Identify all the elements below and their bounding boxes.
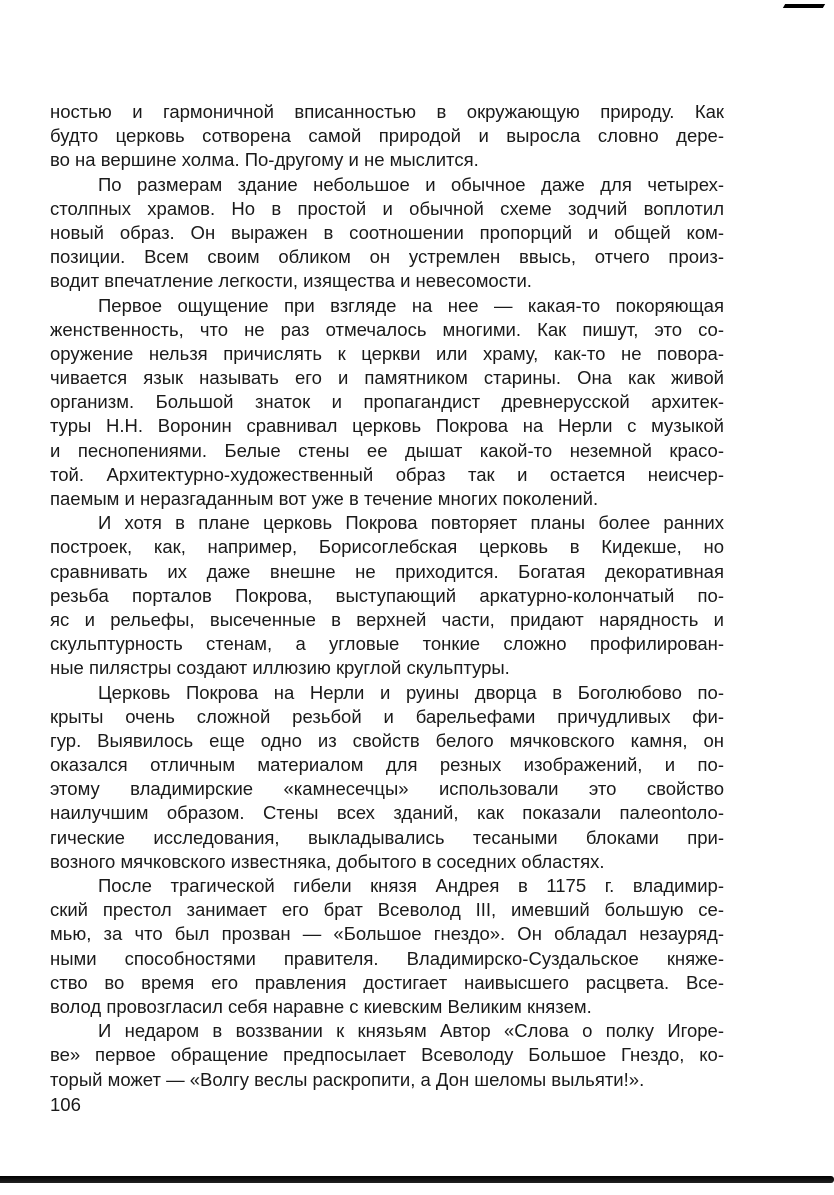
text-line: организм. Большой знаток и пропагандист древнерусской архитек- (50, 391, 724, 413)
text-line: Первое ощущение при взгляде на нее — какая-то покоряющая (98, 294, 724, 316)
text-line: туры Н.Н. Воронин сравнивал церковь Покрова на Нерли с музыкой (50, 415, 724, 437)
paragraph (50, 511, 724, 680)
text-line: той. Архитектурно-художественный образ так и остается неисчер- (50, 463, 724, 485)
text-line: столпных храмов. Но в простой и обычной схеме зодчий воплотил (50, 197, 724, 219)
text-line: резьба порталов Покрова, выступающий аркатурно-колончатый по- (50, 584, 724, 606)
body-text (50, 100, 724, 1092)
text-line: новый образ. Он выражен в соотношении пропорций и общей ком- (50, 221, 724, 243)
text-line: ностью и гармоничной вписанностью в окружающую природу. Как (50, 101, 724, 122)
text-line: гические исследования, выкладывались тесаными блоками при- (50, 826, 724, 848)
text-line: и песнопениями. Белые стены ее дышат какой-то неземной красо- (50, 439, 724, 461)
text-line: чивается язык называть его и памятником старины. Она как живой (50, 367, 724, 389)
text-line: ными способностями правителя. Владимирско-Суздальское княже- (50, 947, 724, 969)
text-line: во на вершине холма. По-другому и не мыслится. (50, 149, 479, 171)
text-line: женственность, что не раз отмечалось многими. Как пишут, это со- (50, 318, 724, 340)
text-line: позиции. Всем своим обликом он устремлен ввысь, отчего произ- (50, 246, 724, 268)
text-line: И хотя в плане церковь Покрова повторяет планы более ранних (98, 512, 724, 534)
text-line: яс и рельефы, высеченные в верхней части, придают нарядность и (50, 608, 724, 630)
text-line: И недаром в воззвании к князьям Автор «Слова о полку Игоре- (98, 1020, 724, 1042)
text-line: паемым и неразгаданным вот уже в течение многих поколений. (50, 488, 599, 509)
text-line: наилучшим образом. Стены всех зданий, как показали палеontоло- (50, 802, 724, 824)
text-line: торый может — «Волгу веслы раскропити, а Дон шеломы выльяти!». (50, 1068, 645, 1090)
paragraph (50, 294, 724, 512)
text-line: построек, как, например, Борисоглебская церковь в Кидекше, но (50, 536, 724, 558)
paragraph (50, 173, 724, 294)
scan-bottom-edge (0, 1176, 834, 1183)
text-line: будто церковь сотворена самой природой и выросла словно дере- (50, 125, 724, 147)
text-line: этому владимирские «камнесечцы» использовали это свойство (50, 778, 724, 800)
paragraph (50, 874, 724, 1019)
text-line: После трагической гибели князя Андрея в 1175 г. владимир- (98, 875, 724, 896)
text-line: возного мячковского известняка, добытого в соседних областях. (50, 850, 605, 872)
text-line: крыты очень сложной резьбой и барельефами причудливых фи- (50, 705, 724, 727)
paragraph (50, 1019, 724, 1092)
text-line: По размерам здание небольшое и обычное даже для четырех- (98, 173, 724, 195)
text-line: водит впечатление легкости, изящества и невесомости. (50, 270, 532, 292)
text-line: ве» первое обращение предпосылает Всеволоду Большое Гнездо, ко- (50, 1044, 724, 1066)
text-line: ные пилястры создают иллюзию круглой скульптуры. (50, 657, 510, 679)
text-line: скульптурность стенам, а угловые тонкие сложно профилирован- (50, 633, 724, 655)
text-line: оказался отличным материалом для резных изображений, и по- (50, 754, 724, 776)
paragraph (50, 100, 724, 173)
page-number: 106 (50, 1094, 81, 1115)
text-line: волод провозгласил себя наравне с киевским Великим князем. (50, 995, 592, 1017)
text-line: гур. Выявилось еще одно из свойств белого мячковского камня, он (50, 729, 724, 751)
text-line: ский престол занимает его брат Всеволод III, имевший большую се- (50, 899, 724, 921)
text-line: мью, за что был прозван — «Большое гнездо». Он обладал незауряд- (50, 923, 724, 945)
text-line: Церковь Покрова на Нерли и руины дворца в Боголюбово по- (98, 681, 724, 703)
scan-corner-mark (783, 4, 825, 8)
text-line: ство во время его правления достигает наивысшего расцвета. Все- (50, 971, 724, 993)
text-line: сравнивать их даже внешне не приходится. Богатая декоративная (50, 560, 724, 582)
paragraph (50, 681, 724, 875)
text-line: оружение нельзя причислять к церкви или храму, как-то не повора- (50, 342, 724, 364)
